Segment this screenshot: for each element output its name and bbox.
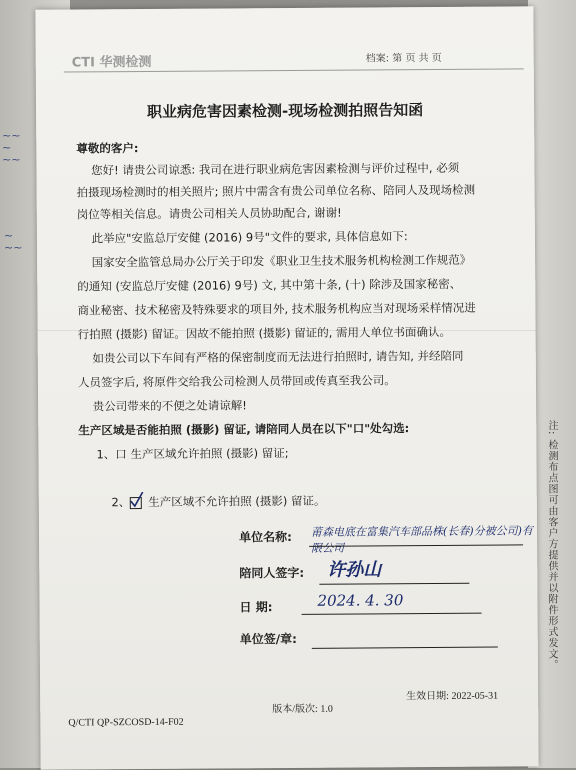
effective-date: 生效日期: 2022-05-31 (406, 690, 499, 703)
question: 生产区域是否能拍照 (摄影) 留证, 请陪同人员在以下"口"处勾选: (78, 421, 410, 438)
option-deny[interactable] (97, 468, 326, 536)
document-title: 职业病危害因素检测-现场检测拍照告知函 (146, 101, 424, 121)
escort-signature-line (319, 583, 469, 585)
checkbox-checked[interactable] (130, 497, 142, 509)
paragraph-line: 行拍照 (摄影) 留证。因故不能拍照 (摄影) 留证的, 需用人单位书面确认。 (77, 324, 452, 342)
background-scribble: ~ ~~ (4, 229, 23, 254)
date-label: 日 期: (239, 600, 273, 615)
stamp-label: 单位签/章: (239, 631, 297, 647)
escort-signature: 许孙山 (327, 559, 382, 581)
paper-fold (38, 330, 536, 331)
paragraph-line: 国家安全监管总局办公厅关于印发《职业卫生技术服务机构检测工作规范》 (77, 252, 472, 270)
check-mark-icon (130, 491, 144, 507)
paragraph-line: 贵公司带来的不便之处请谅解! (78, 398, 247, 414)
document-code: Q/CTI QP-SZCOSD-14-F02 (68, 716, 184, 729)
paragraph-line: 商业秘密、技术秘密及特殊要求的项目外, 技术服务机构应当对现场采样情况进 (77, 300, 476, 318)
notice-document (35, 6, 538, 769)
paragraph-line: 岗位等相关信息。请贵公司相关人员协助配合, 谢谢! (76, 205, 342, 222)
cti-logo: CTI 华测检测 (71, 54, 152, 71)
side-note: 注: 检测布点图可由客户方提供并以附件形式发文。 (546, 420, 557, 671)
unit-name-handwritten: 莆森电底在富集汽车部品株(长春)分被公司)有限公司 (310, 524, 533, 555)
option-label: 生产区域不允许拍照 (摄影) 留证。 (148, 493, 326, 509)
date-handwritten: 2024. 4. 30 (317, 591, 404, 610)
paragraph-line: 您好! 请贵公司谅悉: 我司在进行职业病危害因素检测与评价过程中, 必须 (76, 160, 460, 178)
paragraph-line: 人员签字后, 将原件交给我公司检测人员带回或传真至我公司。 (77, 373, 396, 390)
paragraph-line: 的通知 (安监总厅安健 (2016) 9号) 文, 其中第十条, (十) 除涉及国家秘密、 (77, 276, 462, 294)
background-scribble: ~~ ~ ~~ (2, 129, 21, 166)
paragraph-line: 如贵公司以下车间有严格的保密制度而无法进行拍照时, 请告知, 并经陪同 (77, 348, 464, 366)
unit-name-label: 单位名称: (238, 529, 292, 545)
greeting: 尊敬的客户: (76, 141, 139, 156)
option-number: 2、 (111, 495, 131, 510)
date-line (302, 613, 482, 615)
escort-signature-label: 陪同人签字: (239, 565, 305, 581)
paragraph-line: 拍摄现场检测时的相关照片; 照片中需含有贵公司单位名称、陪同人及现场检测 (76, 182, 476, 200)
stamp-line (312, 647, 498, 649)
version: 版本/版次: 1.0 (272, 703, 333, 716)
paragraph-line: 此举应"安监总厅安健 (2016) 9号"文件的要求, 具体信息如下: (76, 229, 408, 246)
option-allow[interactable]: 1、口 生产区域允许拍照 (摄影) 留证; (96, 445, 289, 462)
page-number: 档案: 第 页 共 页 (365, 52, 442, 65)
